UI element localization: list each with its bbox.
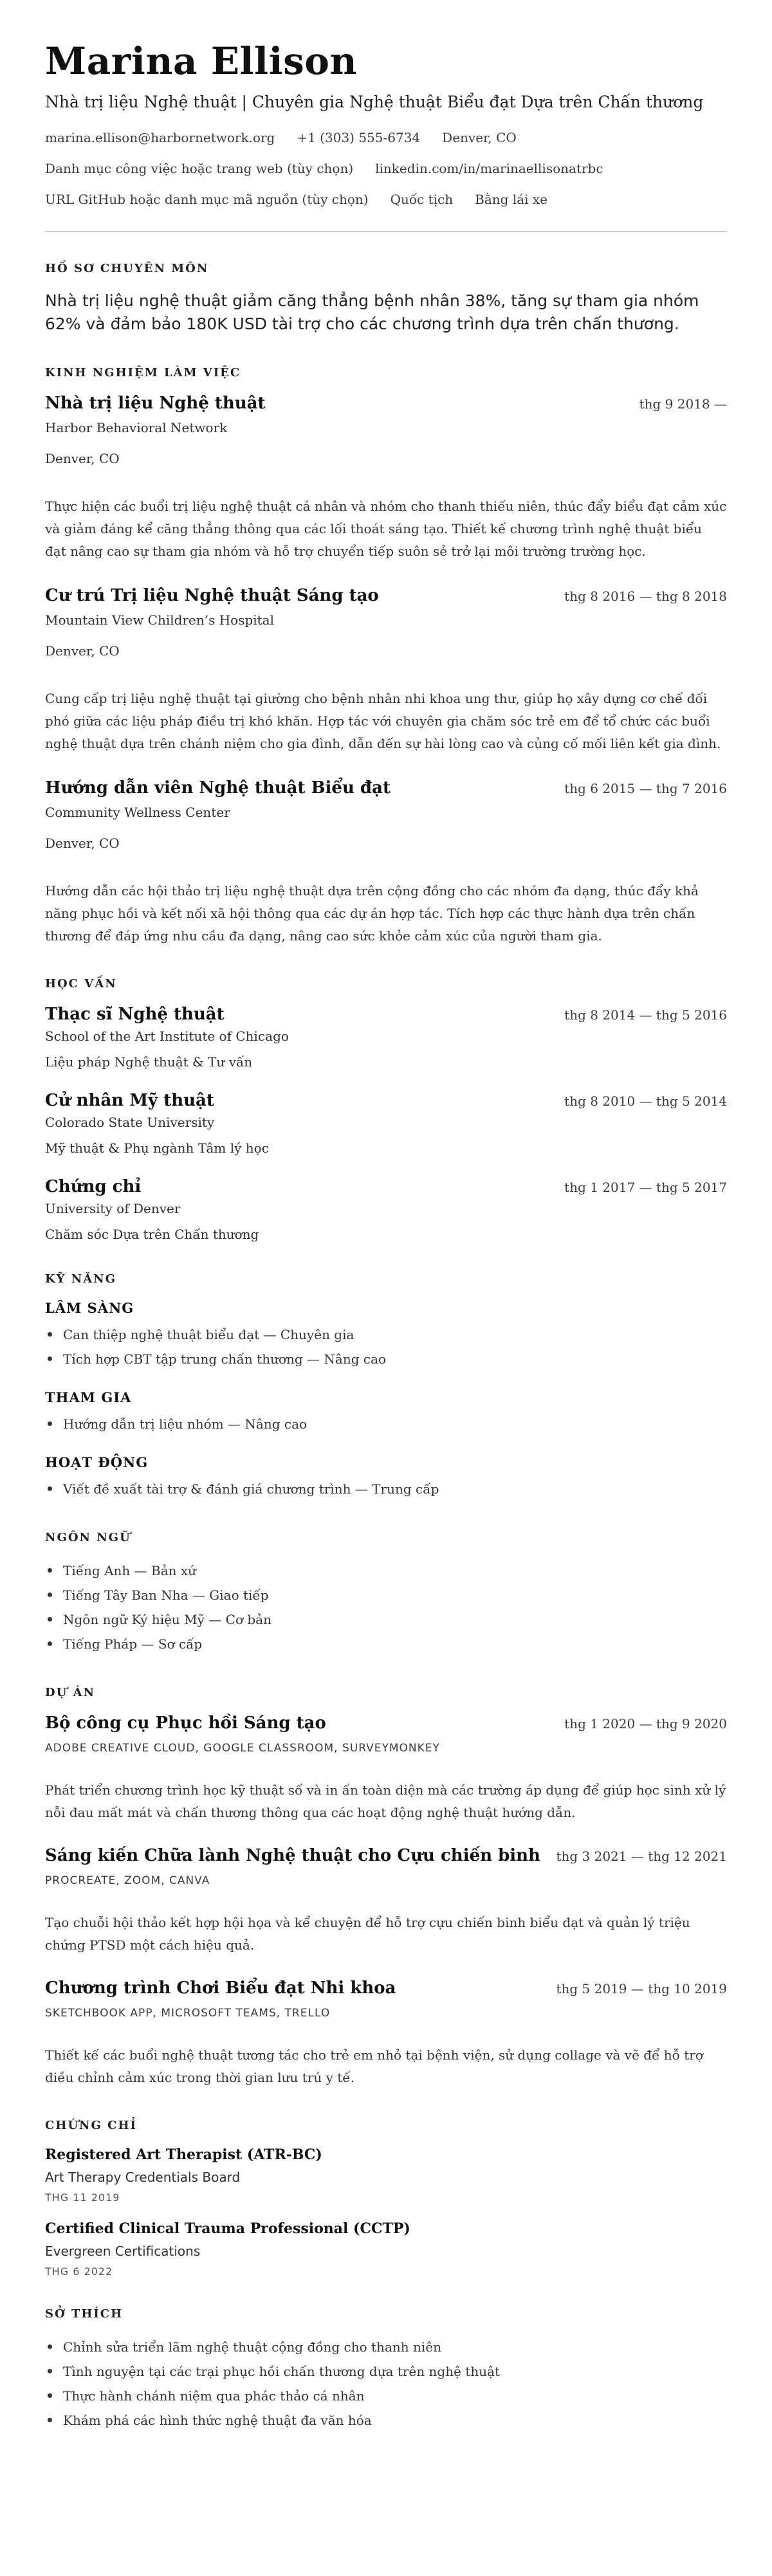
interest-item: Chỉnh sửa triển lãm nghệ thuật cộng đồng cho thanh niên — [45, 2335, 727, 2359]
job-description: Hướng dẫn các hội thảo trị liệu nghệ thuật dựa trên cộng đồng cho các nhóm đa dạng, thúc đẩy khả năng phục hồi và kết nối xã hội thông qua các dự án hợp tác. Tích hợp các thực hành dựa trên chấn thương để đáp ứng nhu cầu đa dạng, nâng cao sức khỏe cảm xúc của người tham gia. — [45, 882, 699, 944]
project-dates: thg 1 2020 — thg 9 2020 — [564, 1715, 727, 1731]
job-dates: thg 6 2015 — thg 7 2016 — [564, 780, 727, 796]
project-entry-header — [45, 1978, 727, 1998]
summary-section — [45, 262, 727, 336]
job-dates: thg 8 2016 — thg 8 2018 — [564, 588, 727, 604]
job-title: Hướng dẫn viên Nghệ thuật Biểu đạt — [45, 778, 391, 798]
experience-heading: KINH NGHIỆM LÀM VIỆC — [45, 365, 241, 379]
project-title: Bộ công cụ Phục hồi Sáng tạo — [45, 1713, 326, 1733]
interest-item: Thực hành chánh niệm qua phác thảo cá nhân — [45, 2384, 727, 2408]
school-name: Colorado State University — [45, 1114, 215, 1130]
project-dates: thg 5 2019 — thg 10 2019 — [556, 1980, 727, 1996]
skill-group — [45, 1454, 727, 1501]
skill-list — [45, 1412, 727, 1436]
projects-section — [45, 1686, 727, 2089]
field-of-study: Mỹ thuật & Phụ ngành Tâm lý học — [45, 1140, 269, 1156]
skill-list — [45, 1322, 727, 1371]
skills-section — [45, 1272, 727, 1501]
experience-entry-header — [45, 778, 727, 798]
experience-entry — [45, 586, 727, 755]
education-entry — [45, 1091, 727, 1156]
field-of-study: Liệu pháp Nghệ thuật & Tư vấn — [45, 1054, 253, 1070]
project-title: Sáng kiến Chữa lành Nghệ thuật cho Cựu chiến binh — [45, 1845, 540, 1865]
skill-group-title: LÂM SÀNG — [45, 1299, 134, 1316]
projects-heading: DỰ ÁN — [45, 1685, 95, 1699]
experience-entry — [45, 394, 727, 563]
certification-name: Certified Clinical Trauma Professional (CCTP) — [45, 2220, 410, 2237]
school-name: University of Denver — [45, 1200, 181, 1216]
experience-entry-header — [45, 586, 727, 605]
skill-group — [45, 1389, 727, 1436]
certification-date: THG 6 2022 — [45, 2265, 113, 2278]
experience-section — [45, 366, 727, 947]
skill-item: Hướng dẫn trị liệu nhóm — Nâng cao — [45, 1412, 727, 1436]
candidate-headline: Nhà trị liệu Nghệ thuật | Chuyên gia Nghệ thuật Biểu đạt Dựa trên Chấn thương — [45, 92, 704, 111]
experience-entry — [45, 778, 727, 947]
language-item: Tiếng Tây Ban Nha — Giao tiếp — [45, 1583, 727, 1607]
languages-section — [45, 1531, 727, 1656]
email-link[interactable]: marina.ellison@harbornetwork.org — [45, 130, 275, 146]
job-title: Nhà trị liệu Nghệ thuật — [45, 393, 266, 413]
education-entry-header — [45, 1091, 727, 1110]
field-of-study: Chăm sóc Dựa trên Chấn thương — [45, 1226, 259, 1242]
degree-title: Chứng chỉ — [45, 1176, 142, 1196]
skill-group — [45, 1300, 727, 1371]
language-list — [45, 1558, 727, 1656]
interest-list — [45, 2335, 727, 2433]
certification-issuer: Evergreen Certifications — [45, 2243, 201, 2259]
project-entry-header — [45, 1846, 727, 1865]
job-location: Denver, CO — [45, 835, 120, 851]
degree-title: Cử nhân Mỹ thuật — [45, 1090, 214, 1110]
project-entry — [45, 1978, 727, 2089]
phone-link[interactable]: +1 (303) 555-6734 — [297, 130, 421, 146]
skills-heading: KỸ NĂNG — [45, 1272, 117, 1286]
skill-group-title: HOẠT ĐỘNG — [45, 1454, 149, 1470]
location-text: Denver, CO — [442, 130, 517, 146]
certifications-heading: CHỨNG CHỈ — [45, 2118, 137, 2132]
portfolio-link[interactable]: Danh mục công việc hoặc trang web (tùy chọn) — [45, 161, 354, 177]
contact-row-primary — [45, 129, 727, 146]
project-description: Thiết kế các buổi nghệ thuật tương tác cho trẻ em nhỏ tại bệnh viện, sử dụng collage và vẽ để hỗ trợ điều chỉnh cảm xúc trong thời gian lưu trú y tế. — [45, 2047, 703, 2085]
candidate-name: Marina Ellison — [45, 39, 358, 83]
project-entry-header — [45, 1713, 727, 1733]
license-text: Bằng lái xe — [475, 192, 548, 208]
project-tools: ADOBE CREATIVE CLOUD, GOOGLE CLASSROOM, SURVEYMONKEY — [45, 1741, 440, 1755]
skill-list — [45, 1477, 727, 1501]
resume-header — [45, 40, 727, 232]
contact-row-links — [45, 160, 727, 177]
degree-dates: thg 8 2010 — thg 5 2014 — [564, 1093, 727, 1109]
education-entry — [45, 1177, 727, 1243]
language-item: Tiếng Anh — Bản xứ — [45, 1558, 727, 1583]
employer-name: Community Wellness Center — [45, 804, 230, 820]
job-description: Cung cấp trị liệu nghệ thuật tại giường cho bệnh nhân nhi khoa ung thư, giúp họ xây dựng cơ chế đối phó giữa các liệu pháp điều trị khó khăn. Hợp tác với chuyên gia chăm sóc trẻ em để tổ chức các buổi nghệ thuật dựa trên chánh niệm cho gia đình, dẫn đến sự hài lòng cao và củng cố mối liên kết gia đình. — [45, 690, 721, 751]
header-divider — [45, 231, 727, 232]
interests-heading: SỞ THÍCH — [45, 2307, 124, 2321]
linkedin-link[interactable]: linkedin.com/in/marinaellisonatrbc — [375, 161, 603, 177]
certification-entry — [45, 2146, 727, 2204]
interest-item: Khám phá các hình thức nghệ thuật đa văn hóa — [45, 2408, 727, 2433]
project-entry — [45, 1846, 727, 1957]
degree-title: Thạc sĩ Nghệ thuật — [45, 1004, 225, 1024]
job-description: Thực hiện các buổi trị liệu nghệ thuật cá nhân và nhóm cho thanh thiếu niên, thúc đẩy biểu đạt cảm xúc và giảm đáng kể căng thẳng thông qua các lối thoát sáng tạo. Thiết kế chương trình nghệ thuật biểu đạt nâng cao sự tham gia nhóm và hỗ trợ chuyển tiếp suôn sẻ trở lại môi trường trường học. — [45, 498, 727, 559]
github-link[interactable]: URL GitHub hoặc danh mục mã nguồn (tùy chọn) — [45, 192, 369, 208]
education-entry-header — [45, 1005, 727, 1024]
experience-entry-header — [45, 394, 727, 413]
interests-section — [45, 2307, 727, 2433]
skill-item: Viết đề xuất tài trợ & đánh giá chương trình — Trung cấp — [45, 1477, 727, 1501]
project-description: Phát triển chương trình học kỹ thuật số và in ấn toàn diện mà các trường áp dụng để giúp học sinh xử lý nỗi đau mất mát và chấn thương thông qua các hoạt động nghệ thuật hướng dẫn. — [45, 1782, 726, 1820]
school-name: School of the Art Institute of Chicago — [45, 1028, 289, 1044]
job-dates: thg 9 2018 — — [639, 396, 727, 412]
certification-date: THG 11 2019 — [45, 2191, 120, 2204]
skill-group-title: THAM GIA — [45, 1389, 132, 1405]
contact-row-extra — [45, 191, 727, 208]
job-location: Denver, CO — [45, 450, 120, 466]
project-title: Chương trình Chơi Biểu đạt Nhi khoa — [45, 1978, 396, 1998]
certification-name: Registered Art Therapist (ATR-BC) — [45, 2146, 322, 2163]
degree-dates: thg 8 2014 — thg 5 2016 — [564, 1007, 727, 1023]
project-tools: PROCREATE, ZOOM, CANVA — [45, 1874, 210, 1887]
skill-item: Tích hợp CBT tập trung chấn thương — Nâng cao — [45, 1347, 727, 1371]
summary-text: Nhà trị liệu nghệ thuật giảm căng thẳng bệnh nhân 38%, tăng sự tham gia nhóm 62% và đảm bảo 180K USD tài trợ cho các chương trình dựa trên chấn thương. — [45, 291, 699, 334]
languages-heading: NGÔN NGỮ — [45, 1530, 131, 1544]
education-section — [45, 977, 727, 1243]
project-tools: SKETCHBOOK APP, MICROSOFT TEAMS, TRELLO — [45, 2006, 331, 2020]
education-entry — [45, 1005, 727, 1070]
employer-name: Mountain View Children’s Hospital — [45, 612, 275, 628]
employer-name: Harbor Behavioral Network — [45, 419, 228, 435]
project-dates: thg 3 2021 — thg 12 2021 — [556, 1848, 727, 1864]
language-item: Ngôn ngữ Ký hiệu Mỹ — Cơ bản — [45, 1607, 727, 1632]
job-location: Denver, CO — [45, 643, 120, 659]
certification-entry — [45, 2220, 727, 2278]
project-entry — [45, 1713, 727, 1824]
education-entry-header — [45, 1177, 727, 1196]
skill-item: Can thiệp nghệ thuật biểu đạt — Chuyên gia — [45, 1322, 727, 1347]
summary-heading: HỒ SƠ CHUYÊN MÔN — [45, 262, 209, 276]
job-title: Cư trú Trị liệu Nghệ thuật Sáng tạo — [45, 585, 379, 605]
interest-item: Tình nguyện tại các trại phục hồi chấn thương dựa trên nghệ thuật — [45, 2359, 727, 2384]
language-item: Tiếng Pháp — Sơ cấp — [45, 1632, 727, 1656]
project-description: Tạo chuỗi hội thảo kết hợp hội họa và kể chuyện để hỗ trợ cựu chiến binh biểu đạt và quản lý triệu chứng PTSD một cách hiệu quả. — [45, 1914, 690, 1953]
nationality-text: Quốc tịch — [390, 192, 454, 208]
degree-dates: thg 1 2017 — thg 5 2017 — [564, 1179, 727, 1195]
education-heading: HỌC VẤN — [45, 976, 117, 991]
certification-issuer: Art Therapy Credentials Board — [45, 2169, 241, 2185]
certifications-section — [45, 2119, 727, 2278]
